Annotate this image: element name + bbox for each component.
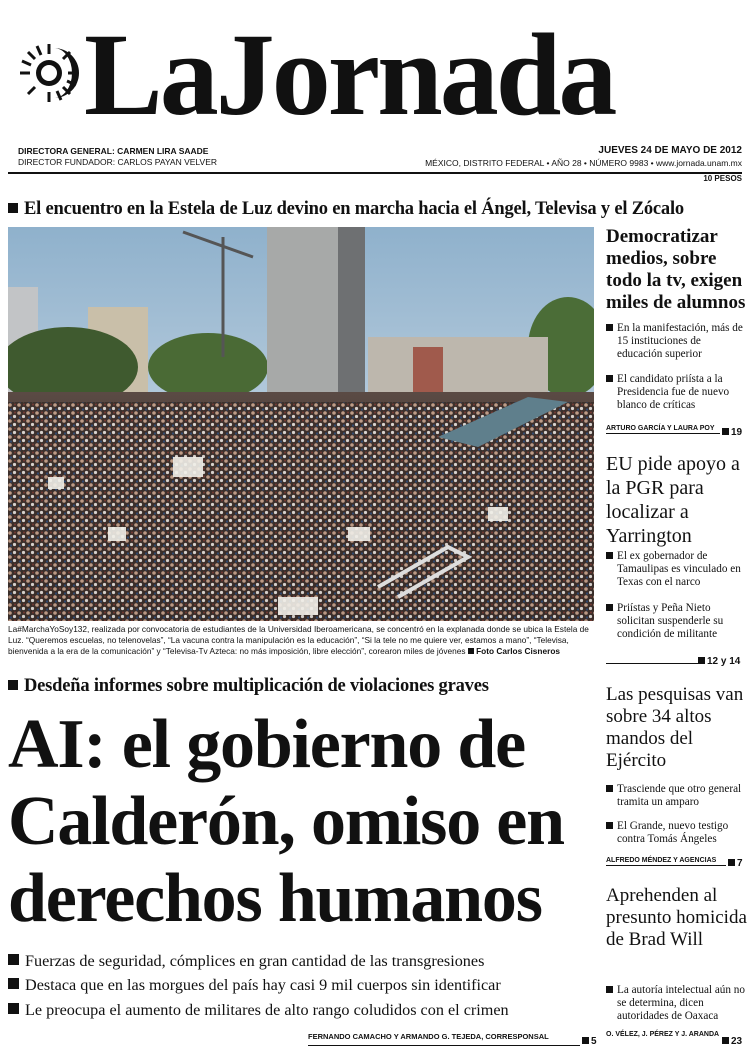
sidebar-item: Trasciende que otro general tramita un amparo [606,783,746,809]
newspaper-masthead: LaJornada [84,9,615,140]
sidebar-item: En la manifestación, más de 15 instituciones de educación superior [606,322,746,361]
sidebar-page[interactable]: 12 y 14 [698,656,740,667]
issue-date: JUEVES 24 DE MAYO DE 2012 [598,145,742,156]
photo-credit: Foto Carlos Cisneros [476,646,561,656]
protest-photo [8,227,594,621]
director-fundador: DIRECTOR FUNDADOR: CARLOS PAYAN VELVER [18,157,217,167]
issue-edition: MÉXICO, DISTRITO FEDERAL • AÑO 28 • NÚMERO 9983 • www.jornada.unam.mx [425,158,742,168]
main-bullet: Fuerzas de seguridad, cómplices en gran cantidad de las transgresiones [8,952,484,971]
sidebar-item: El Grande, nuevo testigo contra Tomás Ángeles [606,820,746,846]
headline-line: derechos humanos [8,860,542,937]
sidebar-credit: ALFREDO MÉNDEZ Y AGENCIAS [606,857,717,864]
sidebar-page[interactable]: 7 [728,858,743,869]
headline-line: Calderón, omiso en [8,783,564,860]
sidebar-item: El ex gobernador de Tamaulipas es vinculado en Texas con el narco [606,550,746,589]
director-general: DIRECTORA GENERAL: CARMEN LIRA SAADE [18,146,209,156]
photo-caption: La#MarchaYoSoy132, realizada por convocatoria de estudiantes de la Universidad Iberoamericana, se concentró en la explanada donde se ubica la Estela de Luz. “Queremos escuelas, no telenovelas”, “La vacuna contra la manipulación es la educación”, “Si la tele no me quiere ver, estamos a mano”, “Televisa, bienvenida a la era de la comunicación” y “Televisa-Tv Azteca: no más imposición, libre elección”, corearon miles de jóvenes Foto Carlos Cisneros [8,624,589,656]
sidebar-rule [606,865,726,866]
main-bullet: Le preocupa el aumento de militares de alto rango coludidos con el crimen [8,1001,509,1020]
main-story-kicker[interactable]: Desdeña informes sobre multiplicación de violaciones graves [8,676,489,697]
masthead-rule [8,172,742,174]
sidebar-rule [606,663,698,664]
main-story-credit: FERNANDO CAMACHO Y ARMANDO G. TEJEDA, CORRESPONSAL [308,1032,549,1041]
top-story-kicker[interactable]: El encuentro en la Estela de Luz devino en marcha hacia el Ángel, Televisa y el Zócalo [8,199,684,220]
sidebar-item: La autoría intelectual aún no se determina, dicen autoridades de Oaxaca [606,984,746,1023]
credit-rule [308,1045,580,1046]
sidebar-credit: ARTURO GARCÍA Y LAURA POY [606,425,715,432]
main-story-page[interactable]: 5 [582,1036,597,1047]
sidebar-headline-2[interactable]: EU pide apoyo a la PGR para localizar a Yarrington [606,453,740,547]
sun-logo-icon [16,40,82,106]
sidebar-headline-1[interactable]: Democratizar medios, sobre todo la tv, exigen miles de alumnos [606,226,746,313]
sidebar-credit: O. VÉLEZ, J. PÉREZ Y J. ARANDA [606,1031,720,1038]
sidebar-headline-4[interactable]: Aprehenden al presunto homicida de Brad Will [606,885,747,950]
main-bullet: Destaca que en las morgues del país hay casi 9 mil cuerpos sin identificar [8,976,501,995]
sidebar-item: El candidato priísta a la Presidencia fue de nuevo blanco de críticas [606,373,746,412]
sidebar-item: Priístas y Peña Nieto solicitan suspenderle su condición de militante [606,602,746,641]
headline-line: AI: el gobierno de [8,706,525,783]
sidebar-page[interactable]: 19 [722,427,742,438]
sidebar-headline-3[interactable]: Las pesquisas van sobre 34 altos mandos del Ejército [606,684,744,771]
price: 10 PESOS [703,174,742,183]
main-headline[interactable] [8,706,608,937]
sidebar-page[interactable]: 23 [722,1036,742,1047]
sidebar-rule [606,433,720,434]
